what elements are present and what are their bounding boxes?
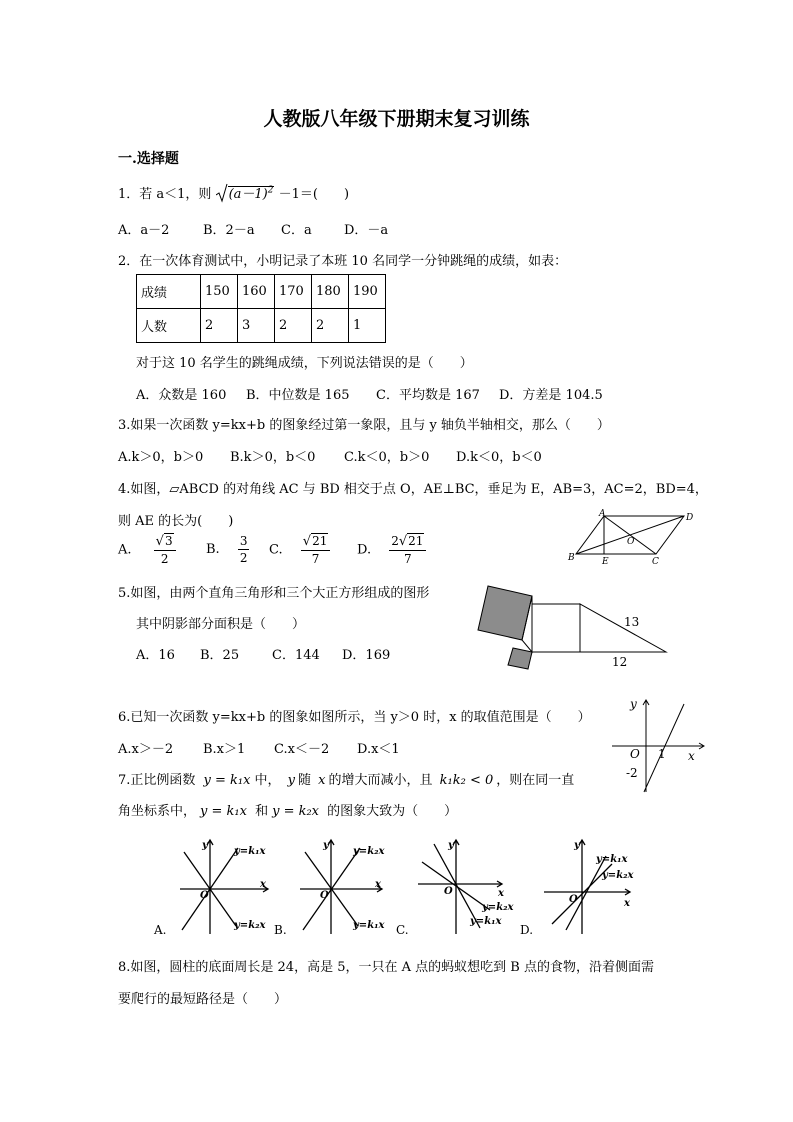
q1-stem: [118, 183, 349, 203]
q7-choice-graphs: [150, 834, 650, 942]
q2-score-table: [136, 274, 386, 343]
q7-stem-2: [118, 800, 457, 819]
fraction-numerator: 2√21: [389, 533, 426, 551]
q4-stem-2: 则 AE 的长为( ): [118, 514, 234, 529]
fraction-denominator: 2: [160, 552, 169, 566]
choice-label-a: A.: [154, 923, 167, 937]
q6-option-c[interactable]: C.x＜－2: [274, 742, 330, 757]
q6-option-a[interactable]: A.x＞－2: [118, 742, 174, 757]
q7-var-x: x: [318, 773, 326, 788]
label-k2: y=k₂x: [602, 870, 634, 881]
q1-radicand: [228, 186, 275, 202]
q5-stem: 5.如图，由两个直角三角形和三个大正方形组成的图形: [118, 586, 430, 601]
q5-option-b[interactable]: B．25: [200, 648, 240, 663]
q7-expr-k1: y = k₁x: [200, 804, 247, 819]
radicand: 21: [312, 534, 328, 548]
q2-option-c[interactable]: C．平均数是 167: [376, 388, 480, 403]
table-cell: 150: [201, 275, 238, 309]
label-k1: y=k₁x: [596, 854, 628, 865]
fraction-denominator: 7: [311, 552, 320, 566]
q3-option-a[interactable]: A.k＞0，b＞0: [118, 450, 204, 465]
q3-option-b[interactable]: B.k＞0，b＜0: [230, 450, 316, 465]
table-row: [137, 309, 386, 343]
fraction: [238, 533, 250, 566]
middle-square: [532, 604, 580, 652]
graph-d[interactable]: [520, 840, 634, 937]
q4-option-d-label: D.: [357, 542, 372, 558]
table-cell: 2: [201, 309, 238, 343]
q4-option-b[interactable]: [206, 533, 249, 566]
q1-option-d[interactable]: D．－a: [344, 223, 389, 238]
label-a: A: [599, 509, 606, 519]
q1-exponent: 2: [267, 185, 274, 196]
q1-option-b[interactable]: B．2－a: [203, 223, 255, 238]
q1-sqrt-expression: [216, 183, 275, 203]
radical-icon: [216, 183, 228, 203]
label-one: 1: [658, 747, 666, 761]
table-cell: 180: [312, 275, 349, 309]
fraction: [389, 533, 426, 567]
q4-option-c[interactable]: [269, 533, 330, 567]
graph-b[interactable]: [274, 840, 385, 937]
q4-option-a-label: A.: [118, 542, 132, 558]
label-b: B: [568, 553, 575, 563]
q8-stem-2: 要爬行的最短路径是（ ）: [118, 992, 288, 1007]
fraction: [301, 533, 331, 567]
table-row: [137, 275, 386, 309]
label-k2: y=k₂x: [482, 902, 514, 913]
q7-stem-part: 的图象大致为（ ）: [327, 804, 458, 819]
radicand: 3: [164, 534, 173, 548]
label-y: y: [630, 697, 637, 711]
label-y: y: [574, 840, 580, 851]
label-y: y: [323, 840, 329, 851]
diagonal-bd: [576, 516, 684, 554]
table-cell: 成绩: [137, 275, 201, 309]
table-cell: 2: [275, 309, 312, 343]
label-x: x: [624, 898, 630, 909]
label-minus-two: -2: [626, 766, 638, 780]
shaded-square-small: [508, 648, 532, 669]
q2-option-d[interactable]: D．方差是 104.5: [499, 388, 603, 403]
right-triangle-large: [580, 604, 666, 652]
fraction-numerator: √3: [154, 533, 176, 551]
label-x: x: [375, 879, 381, 890]
fraction-denominator: 2: [239, 551, 248, 565]
fraction: [154, 533, 176, 567]
q1-option-a[interactable]: A．a－2: [118, 223, 170, 238]
label-o: O: [627, 537, 635, 547]
label-y: y: [202, 840, 208, 851]
radicand: 21: [408, 534, 424, 548]
table-cell: 160: [238, 275, 275, 309]
label-x: x: [688, 749, 695, 763]
q2-question: 对于这 10 名学生的跳绳成绩，下列说法错误的是（ ）: [136, 356, 473, 371]
label-origin: O: [630, 747, 640, 761]
fraction-numerator: √21: [301, 533, 331, 551]
q7-expr-k1: y = k₁x: [203, 773, 251, 788]
fraction-denominator: 7: [404, 552, 412, 566]
label-k2: y=k₂x: [353, 846, 385, 857]
q1-stem-text: 1．若 a＜1，则: [118, 187, 212, 202]
table-cell: 3: [238, 309, 275, 343]
label-e: E: [602, 557, 609, 566]
q7-stem-part: ，则在同一直: [496, 773, 575, 788]
label-o: O: [320, 890, 329, 901]
label-c: C: [652, 557, 659, 566]
q7-stem-part: 随: [297, 773, 311, 788]
table-cell: 170: [275, 275, 312, 309]
q7-stem-part: 7.正比例函数: [118, 773, 196, 788]
label-o: O: [569, 894, 578, 905]
q7-expr-k2: y = k₂x: [272, 804, 320, 819]
q7-stem-part: 和: [255, 804, 269, 819]
table-cell: 人数: [137, 309, 201, 343]
choice-label-d: D.: [520, 923, 534, 937]
q7-stem: [118, 769, 574, 788]
q7-stem-part: 的增大而减小，且: [328, 773, 433, 788]
label-x: x: [498, 888, 504, 899]
label-o: O: [200, 890, 209, 901]
q2-option-b[interactable]: B．中位数是 165: [246, 388, 350, 403]
q6-line-graph: [608, 692, 708, 796]
q8-stem: 8.如图，圆柱的底面周长是 24，高是 5，一只在 A 点的蚂蚁想吃到 B 点的食物，沿着侧面需: [118, 960, 654, 975]
label-k2: y=k₂x: [234, 920, 266, 931]
table-cell: 190: [349, 275, 386, 309]
graph-a[interactable]: [153, 840, 268, 937]
q4-option-d[interactable]: [357, 533, 426, 567]
section-heading: 一.选择题: [118, 151, 179, 167]
label-x: x: [260, 879, 266, 890]
choice-label-b: B.: [274, 923, 287, 937]
label-k1: y=k₁x: [234, 846, 266, 857]
q6-option-d[interactable]: D.x＜1: [357, 742, 400, 757]
q1-option-c[interactable]: C．a: [281, 223, 312, 238]
table-cell: 1: [349, 309, 386, 343]
q5-option-a[interactable]: A．16: [136, 648, 175, 663]
q3-option-d[interactable]: D.k＜0，b＜0: [456, 450, 542, 465]
q5-option-d[interactable]: D．169: [342, 648, 391, 663]
label-k1: y=k₁x: [470, 916, 502, 927]
q6-stem: 6.已知一次函数 y=kx+b 的图象如图所示，当 y＞0 时，x 的取值范围是（ ）: [118, 710, 591, 725]
q5-squares-figure: [470, 582, 670, 672]
coefficient: 2: [391, 534, 399, 548]
q7-stem-part: 中，: [254, 773, 281, 788]
table-cell: 2: [312, 309, 349, 343]
label-y: y: [448, 840, 454, 851]
q1-radicand-base: (a－1): [228, 187, 268, 202]
triangle-square-side: [532, 604, 580, 652]
graph-c[interactable]: [396, 840, 514, 937]
label-k1: y=k₁x: [353, 920, 385, 931]
q3-option-c[interactable]: C.k＜0，b＞0: [344, 450, 430, 465]
q4-stem: 4.如图，▱ABCD 的对角线 AC 与 BD 相交于点 O，AE⊥BC，垂足为 E，AB=3，AC=2，BD=4，: [118, 482, 708, 497]
q7-condition: k₁k₂ < 0: [439, 773, 494, 788]
label-13: 13: [624, 615, 640, 629]
page-title: 人教版八年级下册期末复习训练: [263, 108, 530, 130]
q7-var-y: y: [287, 773, 295, 788]
q4-option-a[interactable]: [118, 533, 176, 567]
q2-stem: 2．在一次体育测试中，小明记录了本班 10 名同学一分钟跳绳的成绩，如表：: [118, 254, 568, 269]
q4-option-b-label: B.: [206, 542, 220, 557]
q4-parallelogram-figure: [566, 508, 696, 566]
q1-stem-tail: －1＝( ): [278, 187, 350, 202]
q3-stem: 3.如果一次函数 y=kx+b 的图象经过第一象限，且与 y 轴负半轴相交，那么（ ）: [118, 418, 610, 433]
label-12: 12: [612, 655, 628, 669]
q2-option-a[interactable]: A．众数是 160: [136, 388, 227, 403]
q5-stem-2: 其中阴影部分面积是（ ）: [136, 617, 306, 632]
choice-label-c: C.: [396, 923, 409, 937]
q5-option-c[interactable]: C．144: [272, 648, 320, 663]
label-o: O: [444, 886, 453, 897]
label-d: D: [686, 513, 694, 523]
q4-option-c-label: C.: [269, 542, 283, 558]
q7-stem-part: 角坐标系中，: [118, 804, 197, 819]
q6-option-b[interactable]: B.x＞1: [203, 742, 246, 757]
fraction-numerator: 3: [239, 534, 248, 548]
